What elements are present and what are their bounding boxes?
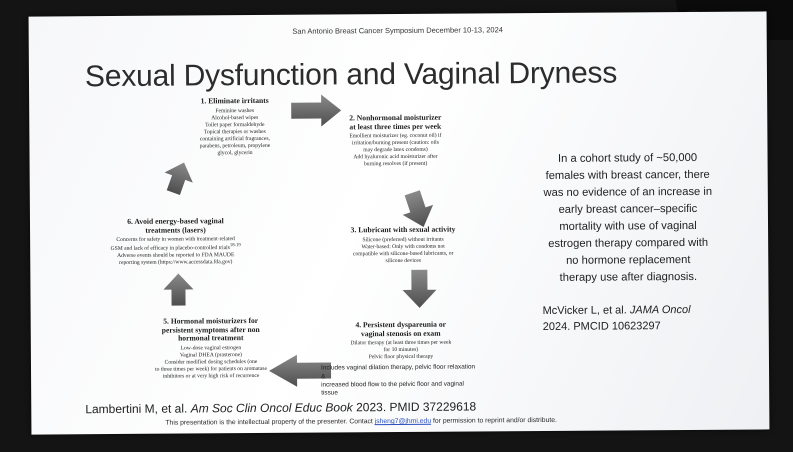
step-2-item: irritation/burning present (caution: oils xyxy=(352,140,439,147)
step-5-item: inhibitors or at very high risk of recurrence xyxy=(162,373,260,380)
step-2-heading-line: at least three times per week xyxy=(349,121,442,132)
step-3-heading: 3. Lubricant with sexual activity xyxy=(350,224,456,235)
step-1-item: Toilet paper formaldehyde xyxy=(205,121,265,129)
contact-email-link[interactable]: jsheng7@jhmi.edu xyxy=(374,417,432,426)
step-1-item: Alcohol-based wipes xyxy=(211,114,259,122)
step-1-item: Topical therapies or washes xyxy=(203,128,266,136)
step-6-item: Adverse events should be reported to FDA MAUDE xyxy=(117,252,235,260)
callout-line: estrogen therapy compared with xyxy=(548,236,709,251)
step-4-heading-line: vaginal stenosis on exam xyxy=(360,328,441,338)
callout-line: In a cohort study of ~50,000 xyxy=(557,151,698,165)
step-5-item: Consider modified dosing schedules (one xyxy=(164,359,258,366)
citation-mcvicker xyxy=(543,303,743,336)
step-3-item: Silicone (preferred) without irritants xyxy=(362,236,444,243)
step-6-item: Concerns for safety in women with treatment-related xyxy=(116,236,235,244)
step-1-item: glycol, glycerin xyxy=(217,149,253,156)
step-4-heading-line: 4. Persistent dyspareunia or xyxy=(355,319,447,330)
step-4-item: Pelvic floor physical therapy xyxy=(368,354,434,361)
callout-line: therapy use after diagnosis. xyxy=(559,271,698,284)
cycle-step-5 xyxy=(136,317,286,381)
step-4-item: Dilator therapy (at least three times per week xyxy=(350,340,452,347)
cohort-study-callout xyxy=(518,150,739,288)
step-6-item: reporting system (https://www.accessdata.fda.gov) xyxy=(119,259,233,267)
callout-line: was no evidence of an increase in xyxy=(543,185,713,200)
callout-line: early breast cancer–specific xyxy=(558,202,698,216)
step-1-item: Feminine washes xyxy=(215,107,255,114)
step-4-item: for 10 minutes) xyxy=(383,347,419,354)
step-2-item: Emollient moisturizer (eg. coconut oil) if xyxy=(349,133,442,140)
step-6-citation: 18-19 xyxy=(229,243,241,249)
step-2-heading xyxy=(325,114,465,132)
step-5-heading-line: hormonal treatment xyxy=(178,333,244,343)
step-6-heading-line: treatments (lasers) xyxy=(145,225,206,235)
footer-text: for permission to reprint and/or distribute. xyxy=(432,416,557,425)
step-2-item: burning resolves (if present) xyxy=(363,161,428,168)
citation-mcvicker-line1 xyxy=(543,303,743,320)
slide-title: Sexual Dysfunction and Vaginal Dryness xyxy=(84,56,618,94)
citation-details: 2023. PMID 37229618 xyxy=(356,399,477,415)
step-1-item: containing artificial fragrances, xyxy=(199,135,270,143)
step-6-item-text: GSM and lack of efficacy in placebo-controlled trials xyxy=(110,245,230,253)
step-5-item: Low-dose vaginal estrogen xyxy=(180,345,242,352)
step-3-item: compatible with silicone-based lubricants, or xyxy=(352,250,454,258)
callout-line: no hormone replacement xyxy=(566,254,691,267)
step-6-heading xyxy=(93,217,258,236)
callout-line: mortality with use of vaginal xyxy=(559,219,697,233)
step-5-heading-line: 5. Hormonal moisturizers for xyxy=(163,315,259,326)
step-4-note-line: increased blood flow to the pelvic floor and vaginal tissue xyxy=(321,380,464,397)
arrow-step6-to-step1 xyxy=(159,157,198,197)
citation-journal: Am Soc Clin Oncol Educ Book xyxy=(190,400,353,416)
citation-authors: McVicker L, et al. xyxy=(542,304,627,317)
footer-text: This presentation is the intellectual property of the presenter. Contact xyxy=(165,418,373,427)
cycle-step-3 xyxy=(328,225,478,265)
step-2-item: Add hyaluronic acid moisturizer after xyxy=(353,154,438,161)
step-5-item: to three times per week) for patients on aromatase xyxy=(155,366,267,373)
step-3-item: Water-based: Only with condoms not xyxy=(361,243,445,250)
step-5-heading-line: persistent symptoms after non xyxy=(161,324,260,335)
callout-line: females with breast cancer, there xyxy=(545,168,710,182)
cycle-step-4 xyxy=(321,320,482,398)
cycle-step-1 xyxy=(172,97,297,157)
step-3-item: silicone devices xyxy=(385,257,422,264)
cycle-step-6 xyxy=(93,217,258,267)
step-6-heading-line: 6. Avoid energy-based vaginal xyxy=(127,216,224,226)
symposium-header: San Antonio Breast Cancer Symposium December 10-13, 2024 xyxy=(292,25,503,36)
step-4-heading xyxy=(321,320,481,339)
slide xyxy=(29,11,770,434)
step-2-heading-line: 2. Nonhormonal moisturizer xyxy=(349,112,442,123)
citation-journal: JAMA Oncol xyxy=(629,303,691,317)
step-1-item: parabens, petroleum, propylene xyxy=(199,142,271,150)
citation-mcvicker-line2: 2024. PMCID 10623297 xyxy=(542,320,661,333)
step-1-heading: 1. Eliminate irritants xyxy=(200,95,269,106)
cycle-step-2 xyxy=(325,114,465,169)
step-4-note xyxy=(321,364,481,398)
step-5-heading xyxy=(136,317,286,344)
citation-lambertini xyxy=(85,399,476,416)
arrow-step3-to-step4 xyxy=(402,270,436,308)
step-2-item: may degrade latex condoms) xyxy=(363,147,428,154)
step-5-item: Vaginal DHEA (prasterone) xyxy=(179,352,243,359)
citation-authors: Lambertini M, et al. xyxy=(85,401,188,417)
arrow-step5-to-step6 xyxy=(163,273,193,305)
step-4-note-line: Includes vaginal dilation therapy, pelvic floor relaxation & xyxy=(320,363,476,381)
